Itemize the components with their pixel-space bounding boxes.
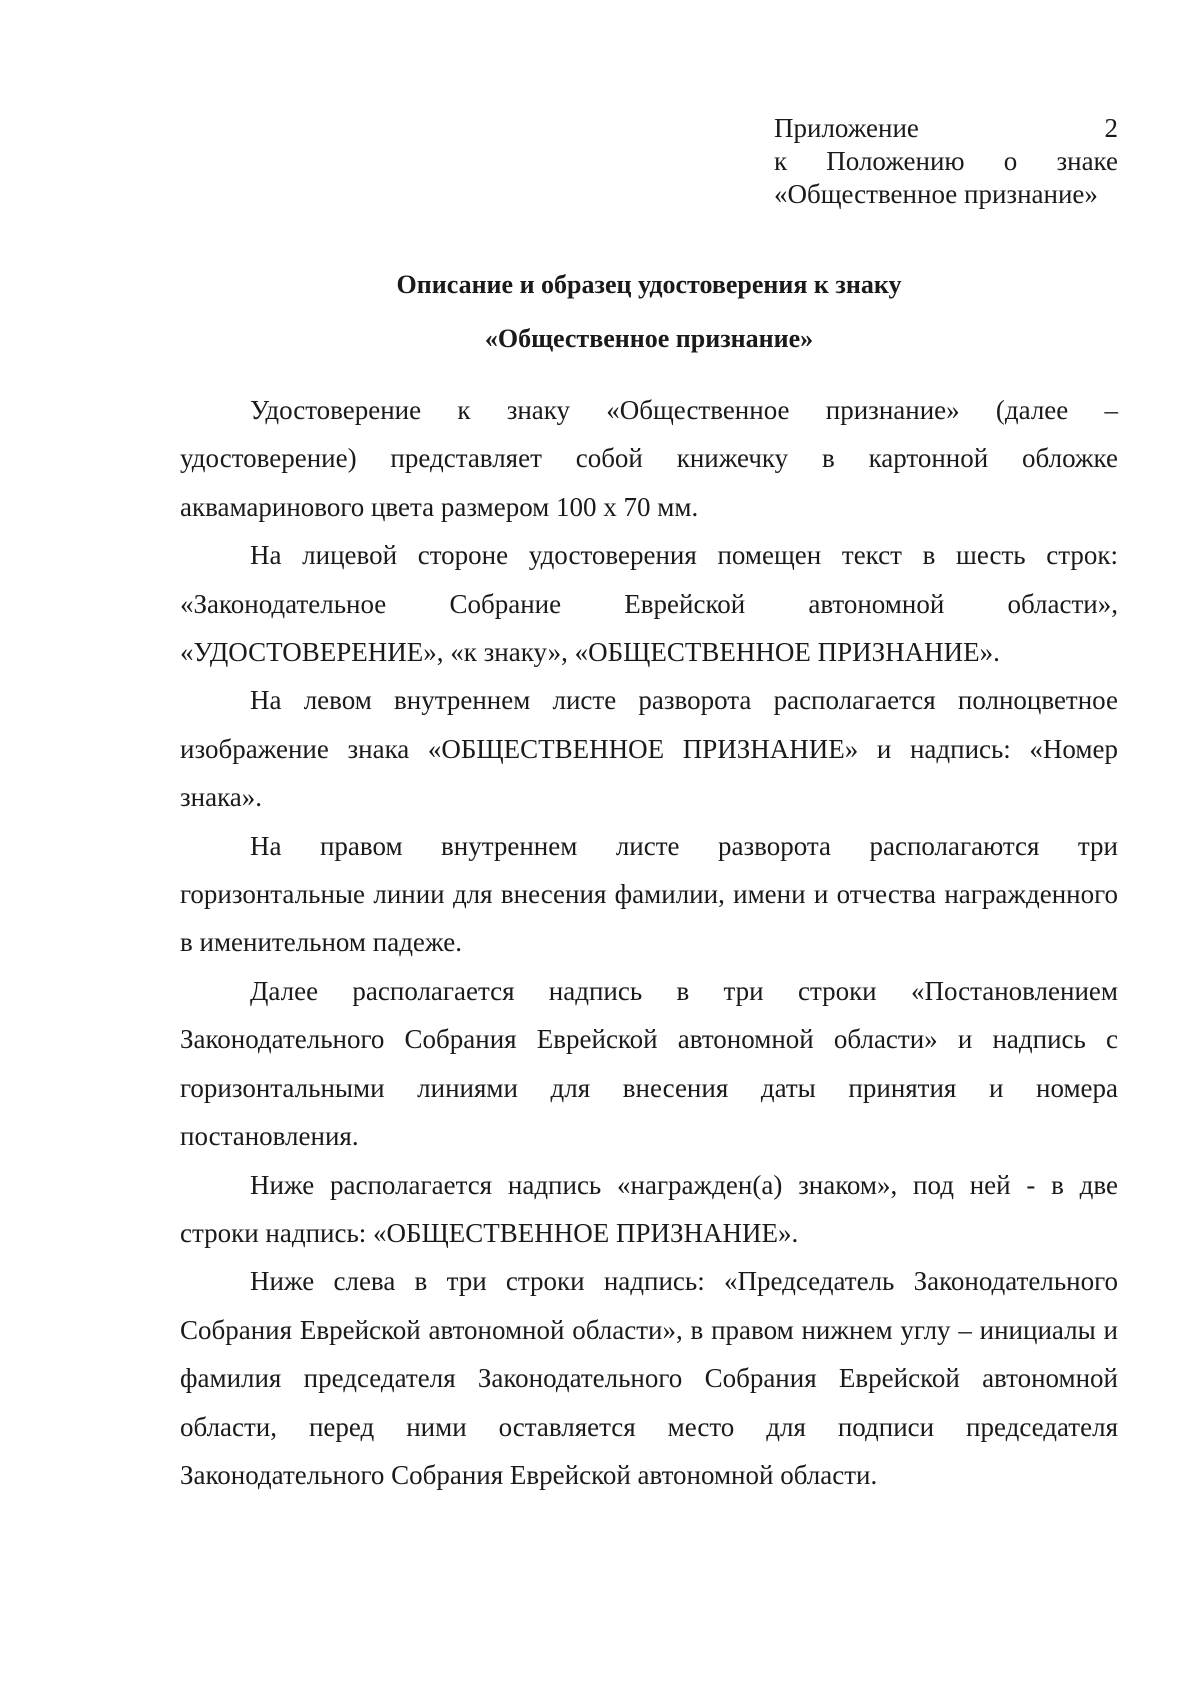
title-line-2: «Общественное признание»: [484, 324, 814, 353]
document-title: [180, 258, 1118, 366]
title-line-1: Описание и образец удостоверения к знаку: [396, 270, 902, 299]
paragraph-2: На лицевой стороне удостоверения помещен текст в шесть строк: «Законодательное Собрание Еврейской автономной области», «УДОСТОВЕРЕНИЕ», «к знаку», «ОБЩЕСТВЕННОЕ ПРИЗНАНИЕ».: [180, 540, 1118, 668]
paragraph-3: На левом внутреннем листе разворота располагается полноцветное изображение знака «ОБЩЕСТВЕННОЕ ПРИЗНАНИЕ» и надпись: «Номер знака».: [180, 685, 1118, 813]
annex-heading: [774, 112, 1118, 211]
paragraph-1: Удостоверение к знаку «Общественное признание» (далее – удостоверение) представляет собой книжечку в картонной обложке аквамаринового цвета размером 100 х 70 мм.: [180, 395, 1118, 522]
paragraph-7: Ниже слева в три строки надпись: «Председатель Законодательного Собрания Еврейской автономной области», в правом нижнем углу – инициалы и фамилия председателя Законодательного Собрания Еврейской автономной области, перед ними оставляется место для подписи председателя Законодательного Собрания Еврейской автономной области.: [180, 1266, 1118, 1490]
paragraph-4: На правом внутреннем листе разворота располагаются три горизонтальные линии для внесения фамилии, имени и отчества награжденного в именительном падеже.: [180, 830, 1118, 958]
annex-line-3: «Общественное признание»: [774, 179, 1098, 209]
paragraph-5: Далее располагается надпись в три строки «Постановлением Законодательного Собрания Еврейской автономной области» и надпись с горизонтальными линиями для внесения даты принятия и номера постановления.: [180, 975, 1118, 1152]
paragraph-6: Ниже располагается надпись «награжден(а) знаком», под ней - в две строки надпись: «ОБЩЕСТВЕННОЕ ПРИЗНАНИЕ».: [180, 1169, 1118, 1248]
annex-line-1: Приложение 2: [774, 113, 1118, 143]
annex-line-2: к Положению о знаке: [774, 146, 1118, 176]
document-body: [180, 386, 1118, 1499]
